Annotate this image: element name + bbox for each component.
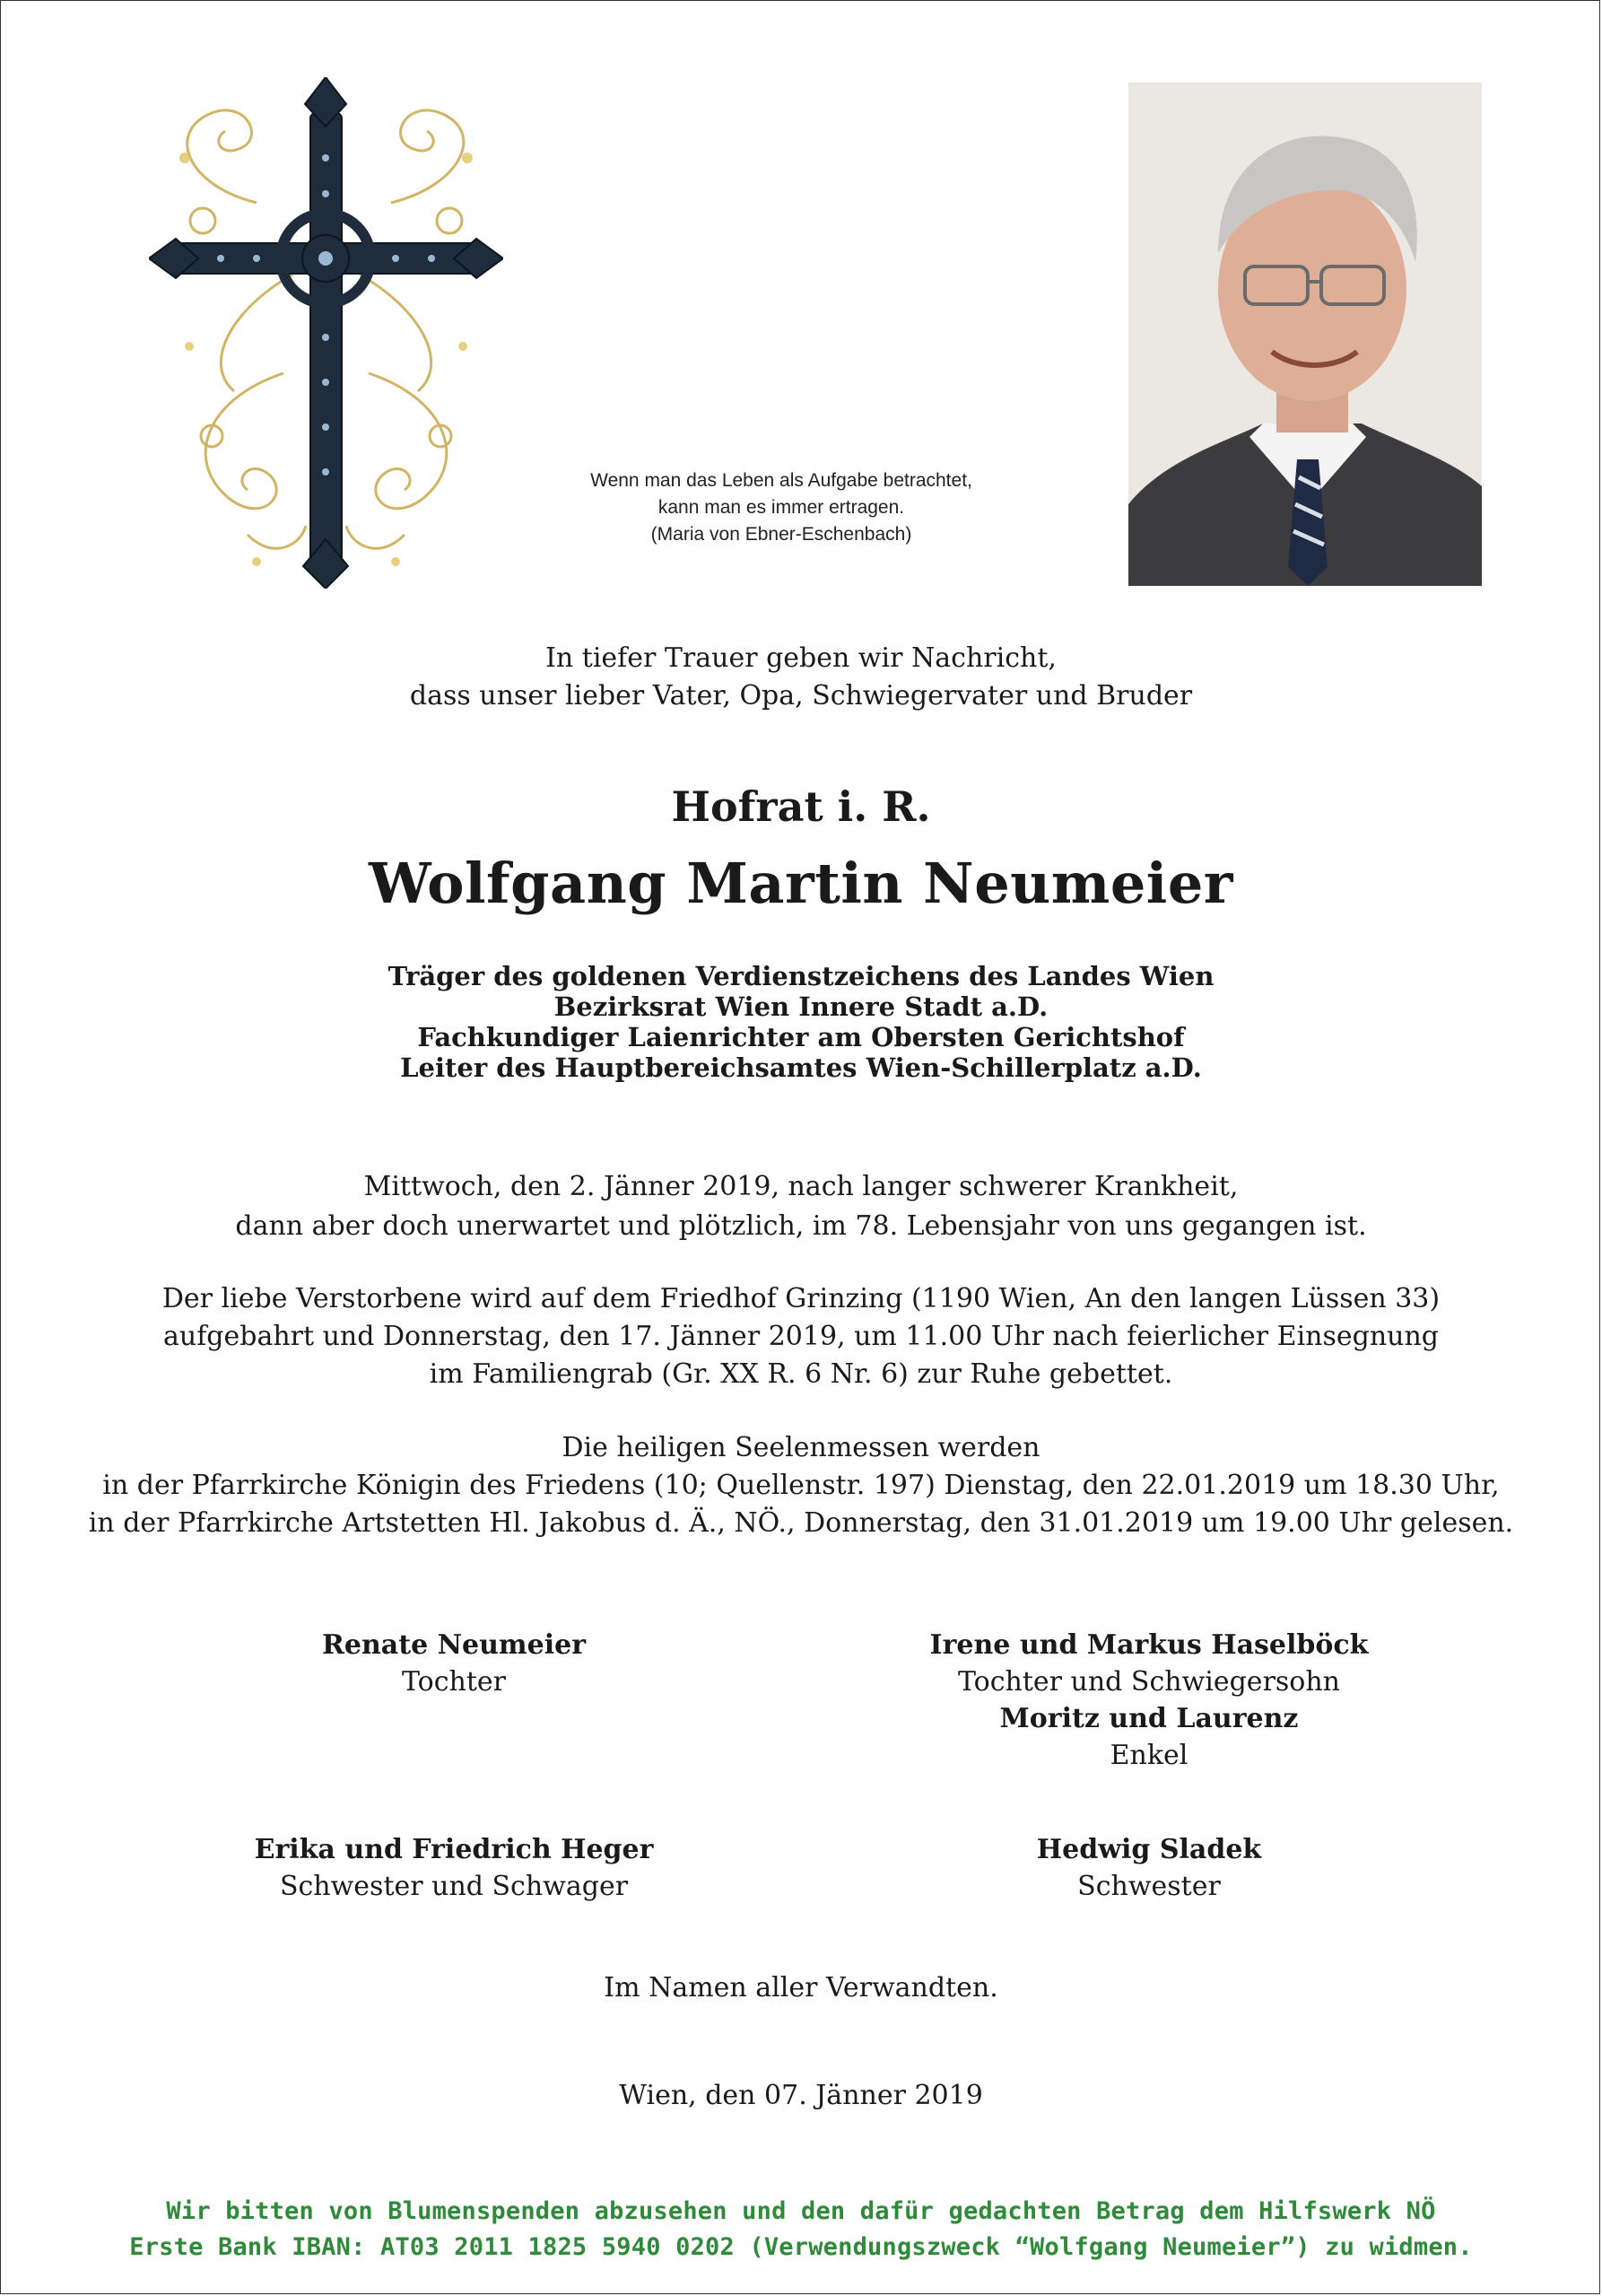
closing-text: Im Namen aller Verwandten.: [604, 1972, 998, 2004]
quote: [503, 467, 1059, 548]
death-notice: [1, 1167, 1601, 1246]
mourner-relation: Enkel: [1110, 1740, 1188, 1771]
honor-line: Leiter des Hauptbereichsamtes Wien-Schillerplatz a.D.: [400, 1052, 1202, 1083]
deceased-title-prefix: Hofrat i. R.: [671, 782, 931, 831]
memorial-masses: [1, 1429, 1601, 1542]
intro-line: dass unser lieber Vater, Opa, Schwiegervater und Bruder: [409, 680, 1193, 711]
deceased-name: Wolfgang Martin Neumeier: [369, 851, 1233, 916]
mourner-left-top: [113, 1627, 795, 1700]
deceased-honors: [1, 961, 1601, 1083]
donation-line: Wir bitten von Blumenspenden abzusehen und den dafür gedachten Betrag dem Hilfswerk NÖ: [166, 2197, 1436, 2225]
mourner-right-top: [808, 1627, 1490, 1774]
mass-line: in der Pfarrkirche Königin des Friedens (10; Quellenstr. 197) Dienstag, den 22.01.2019 um 18.30 Uhr,: [102, 1470, 1500, 1501]
portrait-photo: [1128, 83, 1482, 586]
death-notice-line: dann aber doch unerwartet und plötzlich, im 78. Lebensjahr von uns gegangen ist.: [235, 1210, 1367, 1242]
mourner-relation: Schwester und Schwager: [279, 1871, 629, 1902]
mourner-name: Renate Neumeier: [321, 1629, 587, 1661]
quote-line: kann man es immer ertragen.: [657, 497, 905, 518]
honor-line: Fachkundiger Laienrichter am Obersten Gerichtshof: [417, 1022, 1185, 1052]
funeral-line: Der liebe Verstorbene wird auf dem Friedhof Grinzing (1190 Wien, An den langen Lüssen 33): [161, 1283, 1441, 1314]
mourner-relation: Schwester: [1077, 1871, 1221, 1902]
dateline: Wien, den 07. Jänner 2019: [619, 2080, 983, 2111]
intro-line: In tiefer Trauer geben wir Nachricht,: [545, 642, 1057, 674]
death-notice-line: Mittwoch, den 2. Jänner 2019, nach langer schwerer Krankheit,: [363, 1171, 1239, 1202]
intro-text: [1, 640, 1601, 715]
ornate-cross-icon: [149, 77, 503, 589]
mourner-relation: Tochter: [401, 1666, 506, 1698]
mourner-right-bottom: [808, 1831, 1490, 1905]
honor-line: Träger des goldenen Verdienstzeichens des Landes Wien: [387, 961, 1215, 991]
mass-line: in der Pfarrkirche Artstetten Hl. Jakobus d. Ä., NÖ., Donnerstag, den 31.01.2019 um 19.00 Uhr gelesen.: [88, 1507, 1514, 1539]
funeral-line: im Familiengrab (Gr. XX R. 6 Nr. 6) zur Ruhe gebettet.: [429, 1358, 1173, 1390]
quote-line: Wenn man das Leben als Aufgabe betrachtet,: [590, 470, 972, 491]
donation-line: Erste Bank IBAN: AT03 2011 1825 5940 0202 (Verwendungszweck “Wolfgang Neumeier”) zu widmen.: [129, 2233, 1473, 2261]
funeral-details: [1, 1280, 1601, 1393]
mass-line: Die heiligen Seelenmessen werden: [562, 1432, 1040, 1463]
mourner-name: Moritz und Laurenz: [999, 1703, 1299, 1734]
honor-line: Bezirksrat Wien Innere Stadt a.D.: [553, 991, 1049, 1022]
funeral-line: aufgebahrt und Donnerstag, den 17. Jänner 2019, um 11.00 Uhr nach feierlicher Einsegnung: [162, 1321, 1440, 1352]
mourner-name: Erika und Friedrich Heger: [254, 1834, 654, 1865]
mourner-relation: Tochter und Schwiegersohn: [957, 1666, 1341, 1698]
mourner-name: Irene und Markus Haselböck: [929, 1629, 1369, 1661]
donation-request: [1, 2194, 1601, 2265]
quote-author: (Maria von Ebner-Eschenbach): [650, 524, 912, 545]
mourner-left-bottom: [113, 1831, 795, 1905]
mourner-name: Hedwig Sladek: [1036, 1834, 1262, 1865]
